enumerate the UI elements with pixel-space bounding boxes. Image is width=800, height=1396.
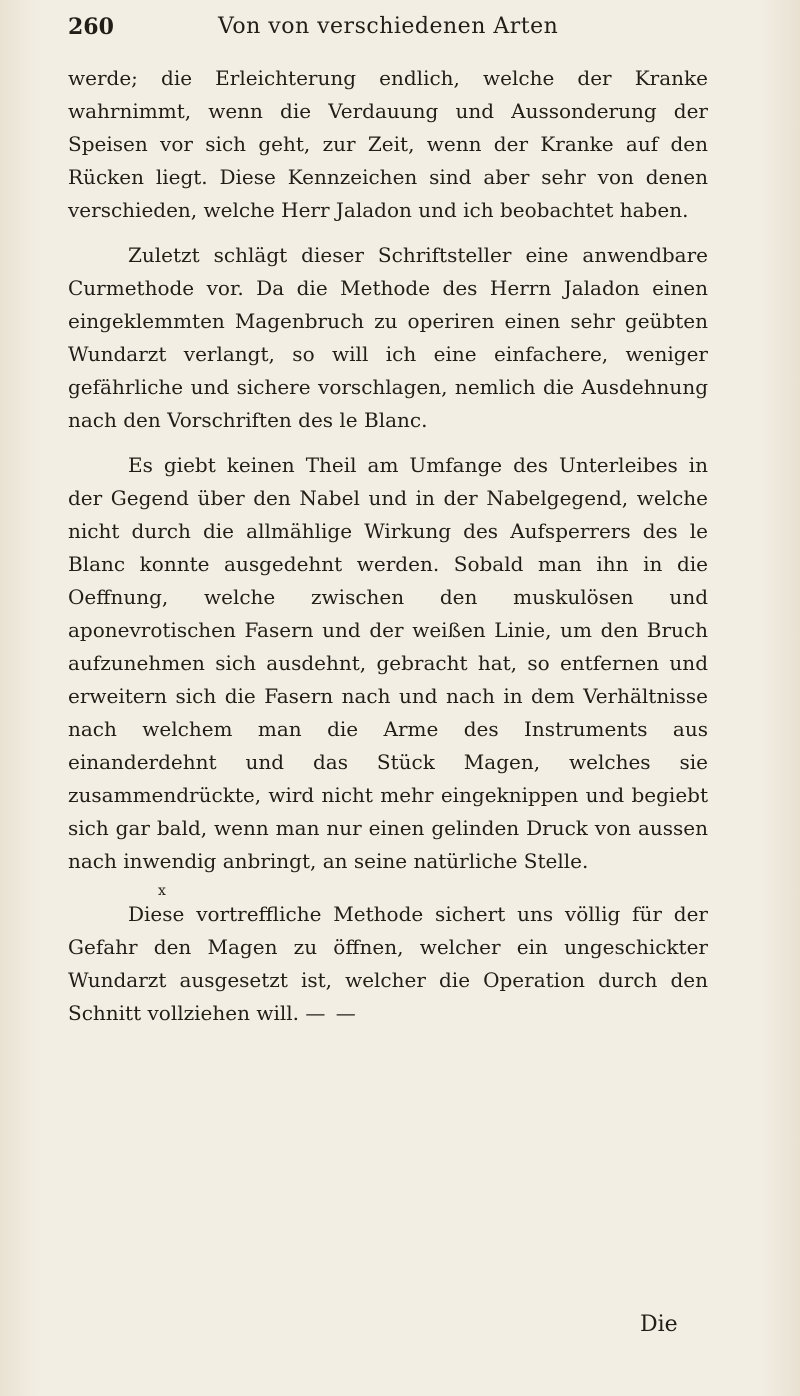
page-header (68, 14, 708, 54)
body-text (68, 62, 708, 1042)
paragraph-2: Zuletzt schlägt dieser Schriftsteller eine anwendbare Curmethode vor. Da die Methode des Herrn Jaladon einen eingeklemmten Magenbruch zu operiren einen sehr geübten Wundarzt verlangt, so will ich eine einfachere, weniger gefährliche und sichere vorschlagen, nemlich die Ausdehnung nach den Vorschriften des le Blanc. (68, 243, 708, 432)
catchword: Die (640, 1312, 678, 1337)
paragraph-4-text: Diese vortreffliche Methode sichert uns völlig für der Gefahr den Magen zu öffnen, welcher ein ungeschickter Wundarzt ausgesetzt ist, welcher die Operation durch den Schnitt vollziehen will. (68, 902, 708, 1025)
page-number: 260 (68, 14, 114, 40)
closing-dash: — — (305, 1001, 358, 1025)
ornament-mark: x (158, 883, 166, 899)
paragraph-1: werde; die Erleichterung endlich, welche der Kranke wahrnimmt, wenn die Verdauung und Aussonderung der Speisen vor sich geht, zur Zeit, wenn der Kranke auf den Rücken liegt. Diese Kennzeichen sind aber sehr von denen verschieden, welche Herr Jaladon und ich beobachtet haben. (68, 66, 708, 222)
paragraph-3: Es giebt keinen Theil am Umfange des Unterleibes in der Gegend über den Nabel und in der Nabelgegend, welche nicht durch die allmählige Wirkung des Aufsperrers des le Blanc konnte ausgedehnt werden. Sobald man ihn in die Oeffnung, welche zwischen den muskulösen und aponevrotischen Fasern und der weißen Linie, um den Bruch aufzunehmen sich ausdehnt, gebracht hat, so entfernen und erweitern sich die Fasern nach und nach in dem Verhältnisse nach welchem man die Arme des Instruments aus einanderdehnt und das Stück Magen, welches sie zusammendrückte, wird nicht mehr eingeknippen und begiebt sich gar bald, wenn man nur einen gelinden Druck von aussen nach inwendig anbringt, an seine natürliche Stelle. (68, 453, 708, 873)
running-head: Von von verschiedenen Arten (218, 14, 559, 39)
paragraph-4 (68, 898, 708, 1030)
